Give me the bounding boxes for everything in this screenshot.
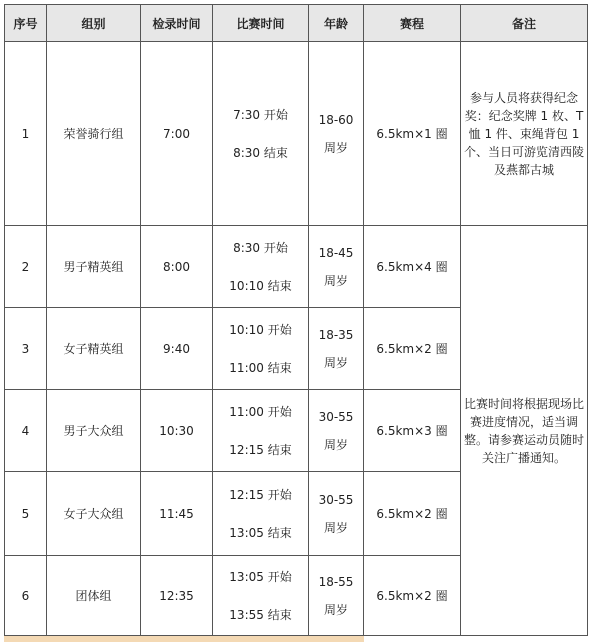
row-race-time [213, 556, 309, 636]
race-end-time: 13:55 结束 [229, 607, 292, 622]
row-race-time [213, 472, 309, 556]
table-row [5, 226, 588, 308]
race-end-time: 10:10 结束 [229, 278, 292, 293]
row-course: 6.5km×2 圈 [364, 308, 461, 390]
row-age [309, 472, 364, 556]
row-race-time [213, 390, 309, 472]
header-course: 赛程 [364, 5, 461, 42]
row-course: 6.5km×4 圈 [364, 226, 461, 308]
row-age [309, 556, 364, 636]
row-group: 荣誉骑行组 [47, 42, 141, 226]
row-checkin-time: 11:45 [141, 472, 213, 556]
age-range: 30-55 [318, 492, 354, 507]
header-row [5, 5, 588, 42]
race-start-time: 10:10 开始 [229, 322, 292, 337]
row-group: 男子大众组 [47, 390, 141, 472]
age-range: 18-45 [318, 245, 354, 260]
age-unit: 周岁 [323, 602, 348, 617]
race-start-time: 11:00 开始 [229, 404, 292, 419]
row-age [309, 390, 364, 472]
note-rest: 比赛时间将根据现场比赛进度情况，适当调整。请参赛运动员随时关注广播通知。 [463, 396, 584, 465]
race-start-time: 13:05 开始 [229, 569, 292, 584]
row-race-time [213, 308, 309, 390]
row-course: 6.5km×2 圈 [364, 556, 461, 636]
row-group: 女子大众组 [47, 472, 141, 556]
race-start-time: 7:30 开始 [233, 107, 288, 122]
age-unit: 周岁 [323, 437, 348, 452]
row-number: 6 [5, 556, 47, 636]
row-checkin-time: 7:00 [141, 42, 213, 226]
row-note [461, 226, 588, 636]
age-unit: 周岁 [323, 355, 348, 370]
row-number: 3 [5, 308, 47, 390]
race-end-time: 12:15 结束 [229, 442, 292, 457]
row-race-time [213, 42, 309, 226]
race-start-time: 8:30 开始 [233, 240, 288, 255]
row-course: 6.5km×3 圈 [364, 390, 461, 472]
race-end-time: 13:05 结束 [229, 525, 292, 540]
age-unit: 周岁 [323, 520, 348, 535]
race-end-time: 8:30 结束 [233, 145, 288, 160]
age-range: 18-55 [318, 574, 354, 589]
row-number: 2 [5, 226, 47, 308]
header-group: 组别 [47, 5, 141, 42]
row-age [309, 226, 364, 308]
row-checkin-time: 9:40 [141, 308, 213, 390]
row-group: 团体组 [47, 556, 141, 636]
row-checkin-time: 12:35 [141, 556, 213, 636]
row-course: 6.5km×2 圈 [364, 472, 461, 556]
row-group: 男子精英组 [47, 226, 141, 308]
race-start-time: 12:15 开始 [229, 487, 292, 502]
race-schedule-table [4, 4, 588, 636]
header-notes: 备注 [461, 5, 588, 42]
age-range: 30-55 [318, 409, 354, 424]
row-checkin-time: 8:00 [141, 226, 213, 308]
row-note [461, 42, 588, 226]
age-unit: 周岁 [323, 140, 348, 155]
bottom-divider [4, 636, 364, 642]
header-age: 年龄 [309, 5, 364, 42]
age-range: 18-35 [318, 327, 354, 342]
row-age [309, 42, 364, 226]
row-race-time [213, 226, 309, 308]
header-checkin-time: 检录时间 [141, 5, 213, 42]
age-unit: 周岁 [323, 273, 348, 288]
age-range: 18-60 [318, 112, 354, 127]
row-group: 女子精英组 [47, 308, 141, 390]
row-number: 4 [5, 390, 47, 472]
row-course: 6.5km×1 圈 [364, 42, 461, 226]
header-race-time: 比赛时间 [213, 5, 309, 42]
row-age [309, 308, 364, 390]
race-end-time: 11:00 结束 [229, 360, 292, 375]
row-number: 1 [5, 42, 47, 226]
header-number: 序号 [5, 5, 47, 42]
table-row [5, 42, 588, 226]
row-checkin-time: 10:30 [141, 390, 213, 472]
row-number: 5 [5, 472, 47, 556]
note-first: 参与人员将获得纪念奖：纪念奖牌 1 枚、T 恤 1 件、束绳背包 1 个、当日可游览清西陵及燕都古城 [463, 90, 584, 177]
